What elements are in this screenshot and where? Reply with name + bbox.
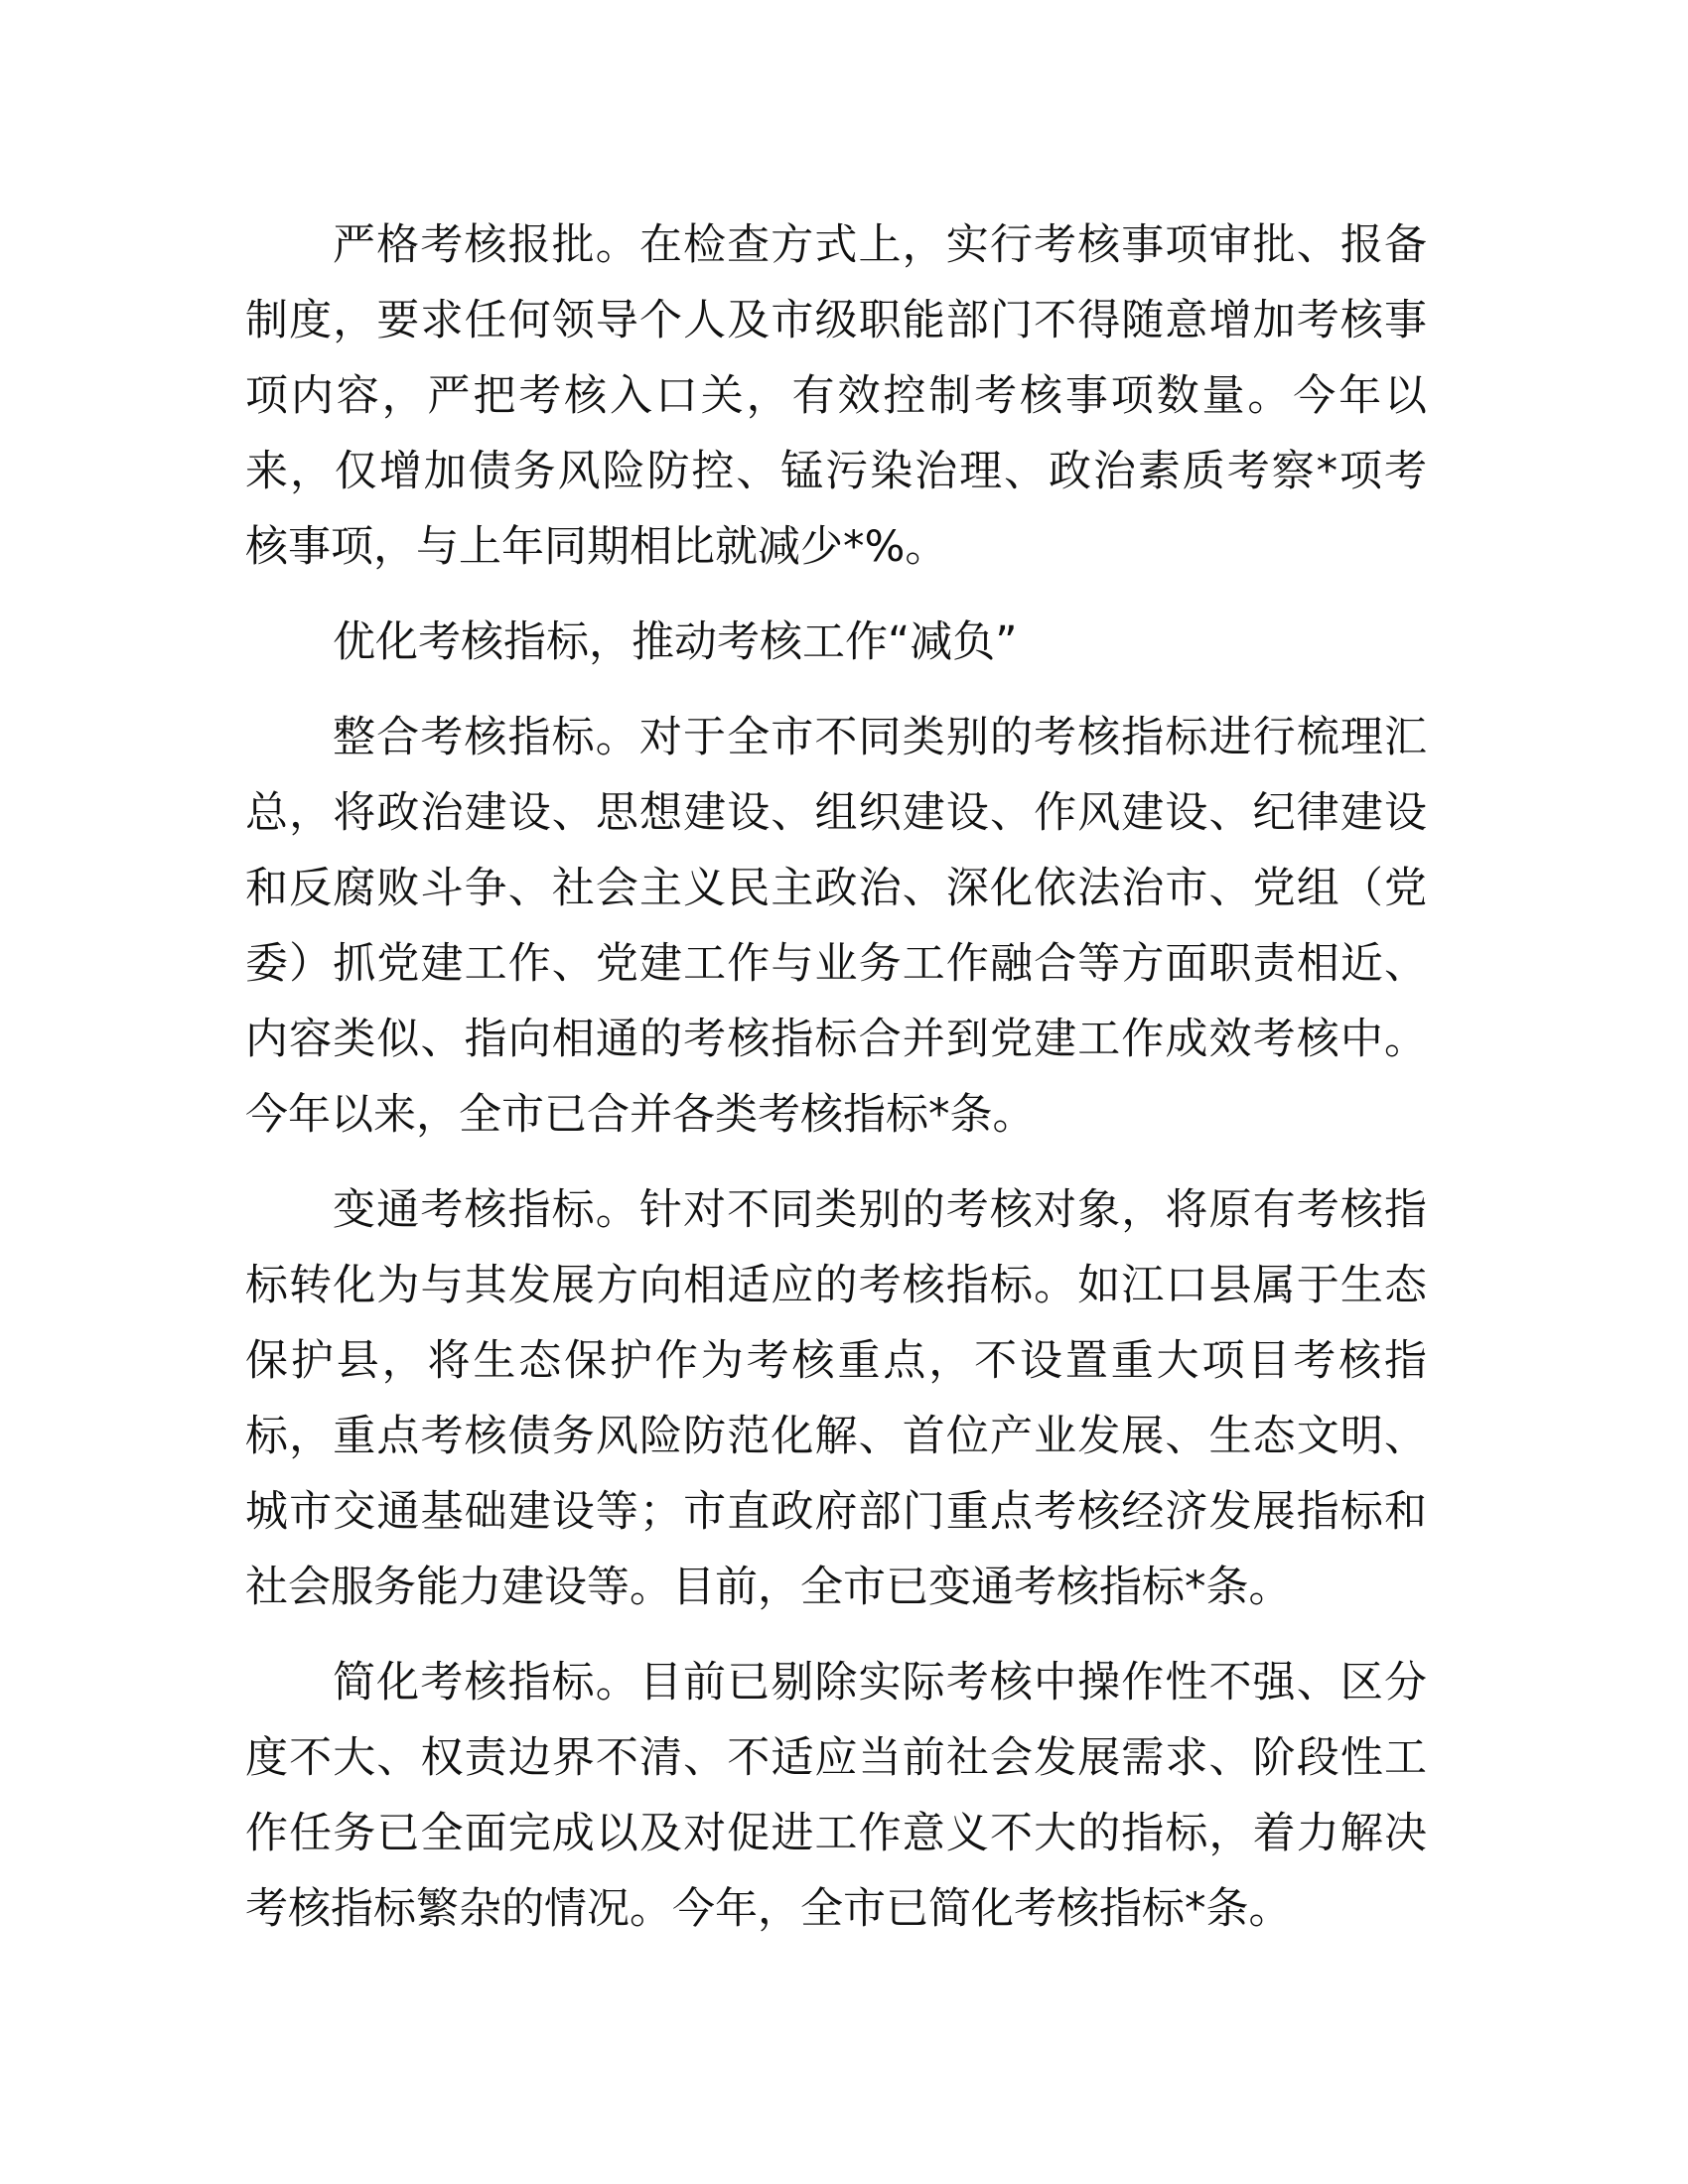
section-heading	[245, 605, 1427, 680]
text-line: 保护县，将生态保护作为考核重点，不设置重大项目考核指	[245, 1336, 1427, 1386]
paragraph	[245, 1645, 1427, 1947]
text-line: 项内容，严把考核入口关，有效控制考核事项数量。今年以	[245, 371, 1427, 421]
text-line: 标，重点考核债务风险防范化解、首位产业发展、生态文明、	[245, 1412, 1427, 1461]
text-line: 制度，要求任何领导个人及市级职能部门不得随意增加考核事	[245, 296, 1427, 345]
text-line: 优化考核指标，推动考核工作“减负”	[333, 617, 1018, 667]
text-line: 内容类似、指向相通的考核指标合并到党建工作成效考核中。	[245, 1015, 1427, 1064]
text-line: 度不大、权责边界不清、不适应当前社会发展需求、阶段性工	[245, 1733, 1427, 1783]
text-line: 来，仅增加债务风险防控、锰污染治理、政治素质考察*项考	[245, 447, 1427, 496]
paragraph	[245, 700, 1427, 1153]
text-line: 简化考核指标。目前已剔除实际考核中操作性不强、区分	[333, 1658, 1427, 1707]
text-line: 标转化为与其发展方向相适应的考核指标。如江口县属于生态	[245, 1261, 1427, 1310]
text-line: 和反腐败斗争、社会主义民主政治、深化依法治市、党组（党	[245, 864, 1427, 913]
text-line: 变通考核指标。针对不同类别的考核对象，将原有考核指	[333, 1185, 1427, 1235]
text-line: 今年以来，全市已合并各类考核指标*条。	[245, 1090, 1036, 1140]
text-line: 总，将政治建设、思想建设、组织建设、作风建设、纪律建设	[245, 788, 1427, 838]
text-line: 整合考核指标。对于全市不同类别的考核指标进行梳理汇	[333, 713, 1427, 762]
text-line: 核事项，与上年同期相比就减少*%。	[245, 522, 948, 572]
text-line: 社会服务能力建设等。目前，全市已变通考核指标*条。	[245, 1563, 1292, 1612]
text-line: 作任务已全面完成以及对促进工作意义不大的指标，着力解决	[245, 1809, 1427, 1858]
text-line: 委）抓党建工作、党建工作与业务工作融合等方面职责相近、	[245, 939, 1427, 989]
paragraph	[245, 1172, 1427, 1625]
text-line: 城市交通基础建设等；市直政府部门重点考核经济发展指标和	[245, 1487, 1427, 1537]
text-line: 考核指标繁杂的情况。今年，全市已简化考核指标*条。	[245, 1884, 1292, 1934]
paragraph	[245, 207, 1427, 585]
document-body	[245, 207, 1427, 1967]
text-line: 严格考核报批。在检查方式上，实行考核事项审批、报备	[333, 220, 1427, 270]
